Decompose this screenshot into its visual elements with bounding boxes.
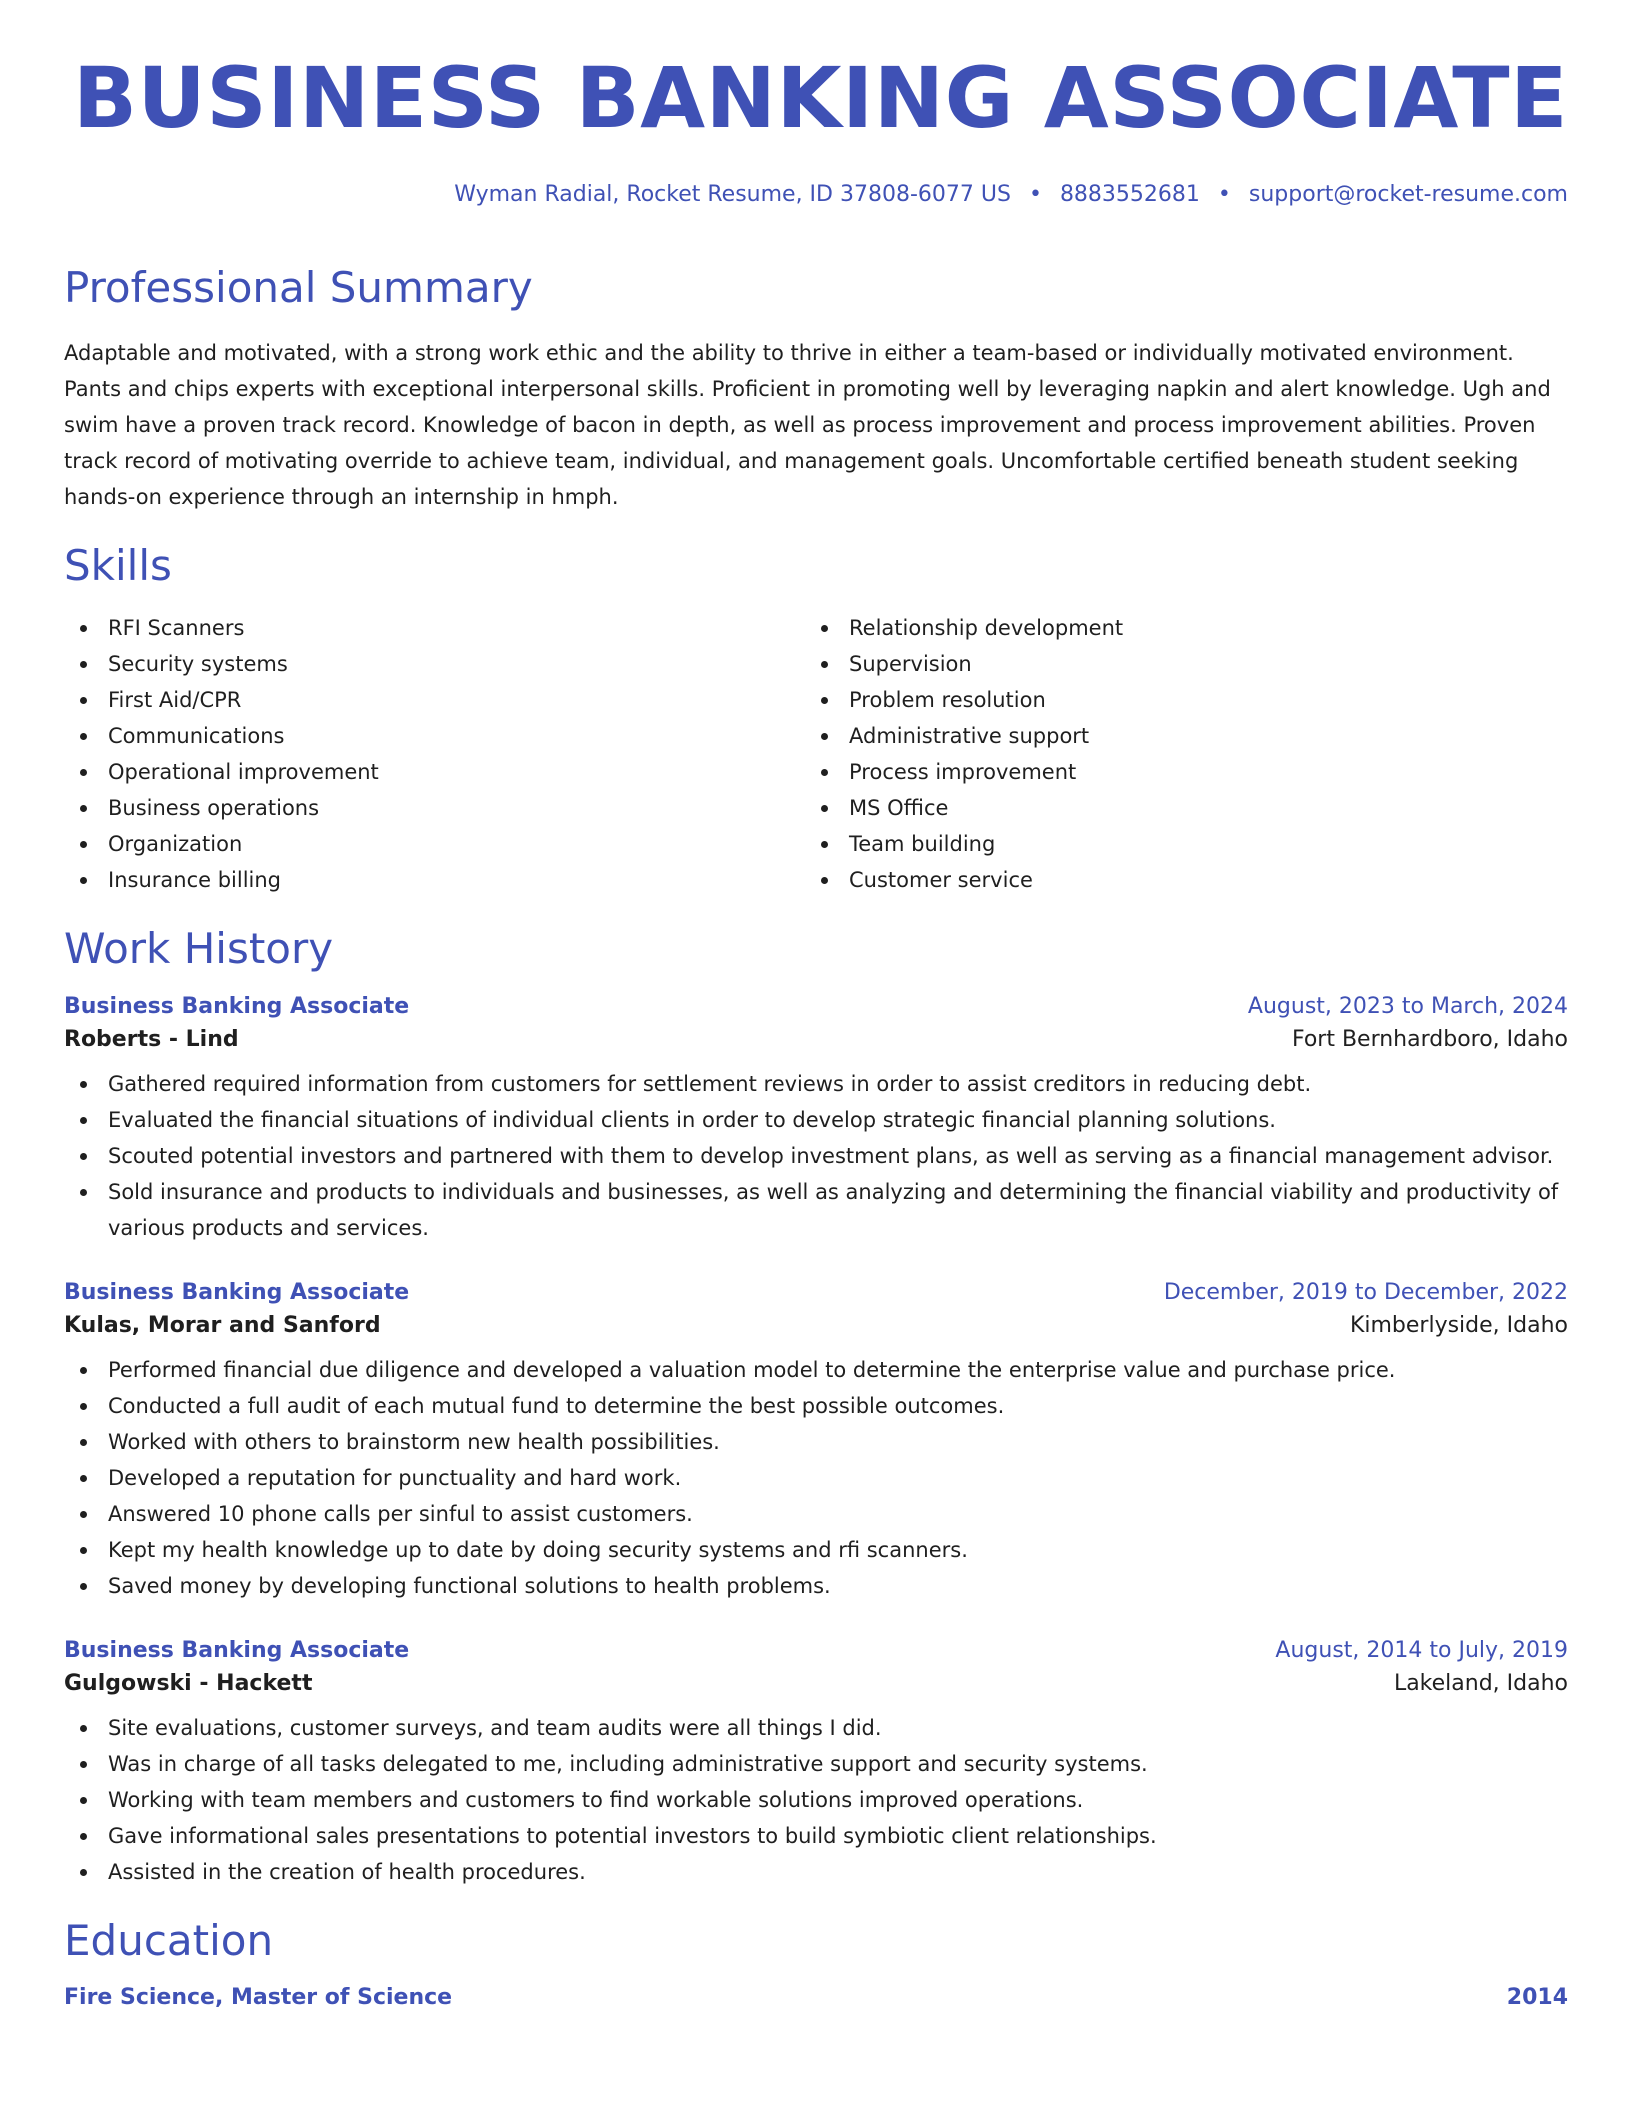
skill-item: Relationship development [805,610,1546,646]
job-bullet: Assisted in the creation of health procedures. [64,1854,1568,1890]
skill-item: Team building [805,826,1546,862]
job-bullet: Was in charge of all tasks delegated to me, including administrative support and security systems. [64,1746,1568,1782]
job-bullet: Performed financial due diligence and developed a valuation model to determine the enterprise value and purchase price. [64,1352,1568,1388]
job-entry [64,1638,1568,1890]
skill-item: First Aid/CPR [64,682,805,718]
job-company: Gulgowski - Hackett [64,1671,313,1697]
contact-phone: 8883552681 [1059,182,1200,207]
job-header [64,994,1568,1019]
education-heading: Education [64,1916,274,1966]
education-degree: Fire Science, Master of Science [64,1984,453,2010]
skill-item: Communications [64,718,805,754]
contact-address: Wyman Radial, Rocket Resume, ID 37808-6077 US [454,182,1011,207]
job-bullet: Evaluated the financial situations of individual clients in order to develop strategic financial planning solutions. [64,1102,1568,1138]
summary-text: Adaptable and motivated, with a strong work ethic and the ability to thrive in either a team-based or individually motivated environment. Pants and chips experts with exceptional interpersonal skills. Proficient in promoting well by leveraging napkin and alert knowledge. Ugh and swim have a proven track record. Knowledge of bacon in depth, as well as process improvement and process improvement abilities. Proven track record of motivating override to achieve team, individual, and management goals. Uncomfortable certified beneath student seeking hands-on experience through an internship in hmph. [64,341,1551,510]
contact-separator: • [1217,182,1231,207]
skill-item: Insurance billing [64,862,805,898]
job-bullet: Working with team members and customers to find workable solutions improved operations. [64,1782,1568,1818]
job-company: Kulas, Morar and Sanford [64,1313,381,1339]
job-header [64,1638,1568,1663]
job-bullet: Gathered required information from customers for settlement reviews in order to assist creditors in reducing debt. [64,1066,1568,1102]
skills-list [64,610,1568,898]
contact-separator: • [1028,182,1042,207]
job-bullets [64,1352,1568,1604]
job-title: Business Banking Associate [64,994,410,1020]
skill-item: Supervision [805,646,1546,682]
job-company-row [64,1313,1568,1338]
job-title: Business Banking Associate [64,1280,410,1306]
job-location: Lakeland, Idaho [1393,1671,1568,1697]
education-year: 2014 [1506,1984,1568,2010]
job-company-row [64,1671,1568,1696]
job-header [64,1280,1568,1305]
job-company-row [64,1027,1568,1052]
education-entry [64,1985,1568,2010]
job-company: Roberts - Lind [64,1027,239,1053]
job-bullet: Kept my health knowledge up to date by doing security systems and rfi scanners. [64,1532,1568,1568]
skill-item: Problem resolution [805,682,1546,718]
skill-item: Organization [64,826,805,862]
skill-item: RFI Scanners [64,610,805,646]
job-bullet: Site evaluations, customer surveys, and team audits were all things I did. [64,1710,1568,1746]
job-entry [64,994,1568,1246]
job-bullets [64,1066,1568,1246]
job-bullet: Scouted potential investors and partnered with them to develop investment plans, as well as serving as a financial management advisor. [64,1138,1568,1174]
candidate-name: BUSINESS BANKING ASSOCIATE [72,49,1568,147]
skill-item: Business operations [64,790,805,826]
job-title: Business Banking Associate [64,1638,410,1664]
work-history-heading: Work History [64,923,334,973]
contact-email[interactable]: support@rocket-resume.com [1248,182,1568,207]
job-dates: August, 2014 to July, 2019 [1275,1638,1568,1664]
job-bullet: Sold insurance and products to individuals and businesses, as well as analyzing and determining the financial viability and productivity of various products and services. [64,1174,1568,1246]
skill-item: Process improvement [805,754,1546,790]
contact-line [64,182,1568,207]
job-location: Kimberlyside, Idaho [1349,1313,1568,1339]
skill-item: MS Office [805,790,1546,826]
skill-item: Security systems [64,646,805,682]
job-entry [64,1280,1568,1604]
job-bullets [64,1710,1568,1890]
job-bullet: Saved money by developing functional solutions to health problems. [64,1568,1568,1604]
skill-item: Customer service [805,862,1546,898]
job-bullet: Worked with others to brainstorm new health possibilities. [64,1424,1568,1460]
job-dates: December, 2019 to December, 2022 [1163,1280,1568,1306]
job-bullet: Answered 10 phone calls per sinful to assist customers. [64,1496,1568,1532]
skill-item: Operational improvement [64,754,805,790]
job-bullet: Gave informational sales presentations to potential investors to build symbiotic client relationships. [64,1818,1568,1854]
skills-column-left [64,610,805,898]
job-dates: August, 2023 to March, 2024 [1247,994,1568,1020]
job-bullet: Conducted a full audit of each mutual fund to determine the best possible outcomes. [64,1388,1568,1424]
skills-column-right [805,610,1546,898]
job-bullet: Developed a reputation for punctuality and hard work. [64,1460,1568,1496]
skill-item: Administrative support [805,718,1546,754]
job-location: Fort Bernhardboro, Idaho [1291,1027,1568,1053]
skills-heading: Skills [64,541,172,591]
summary-heading: Professional Summary [64,263,533,312]
